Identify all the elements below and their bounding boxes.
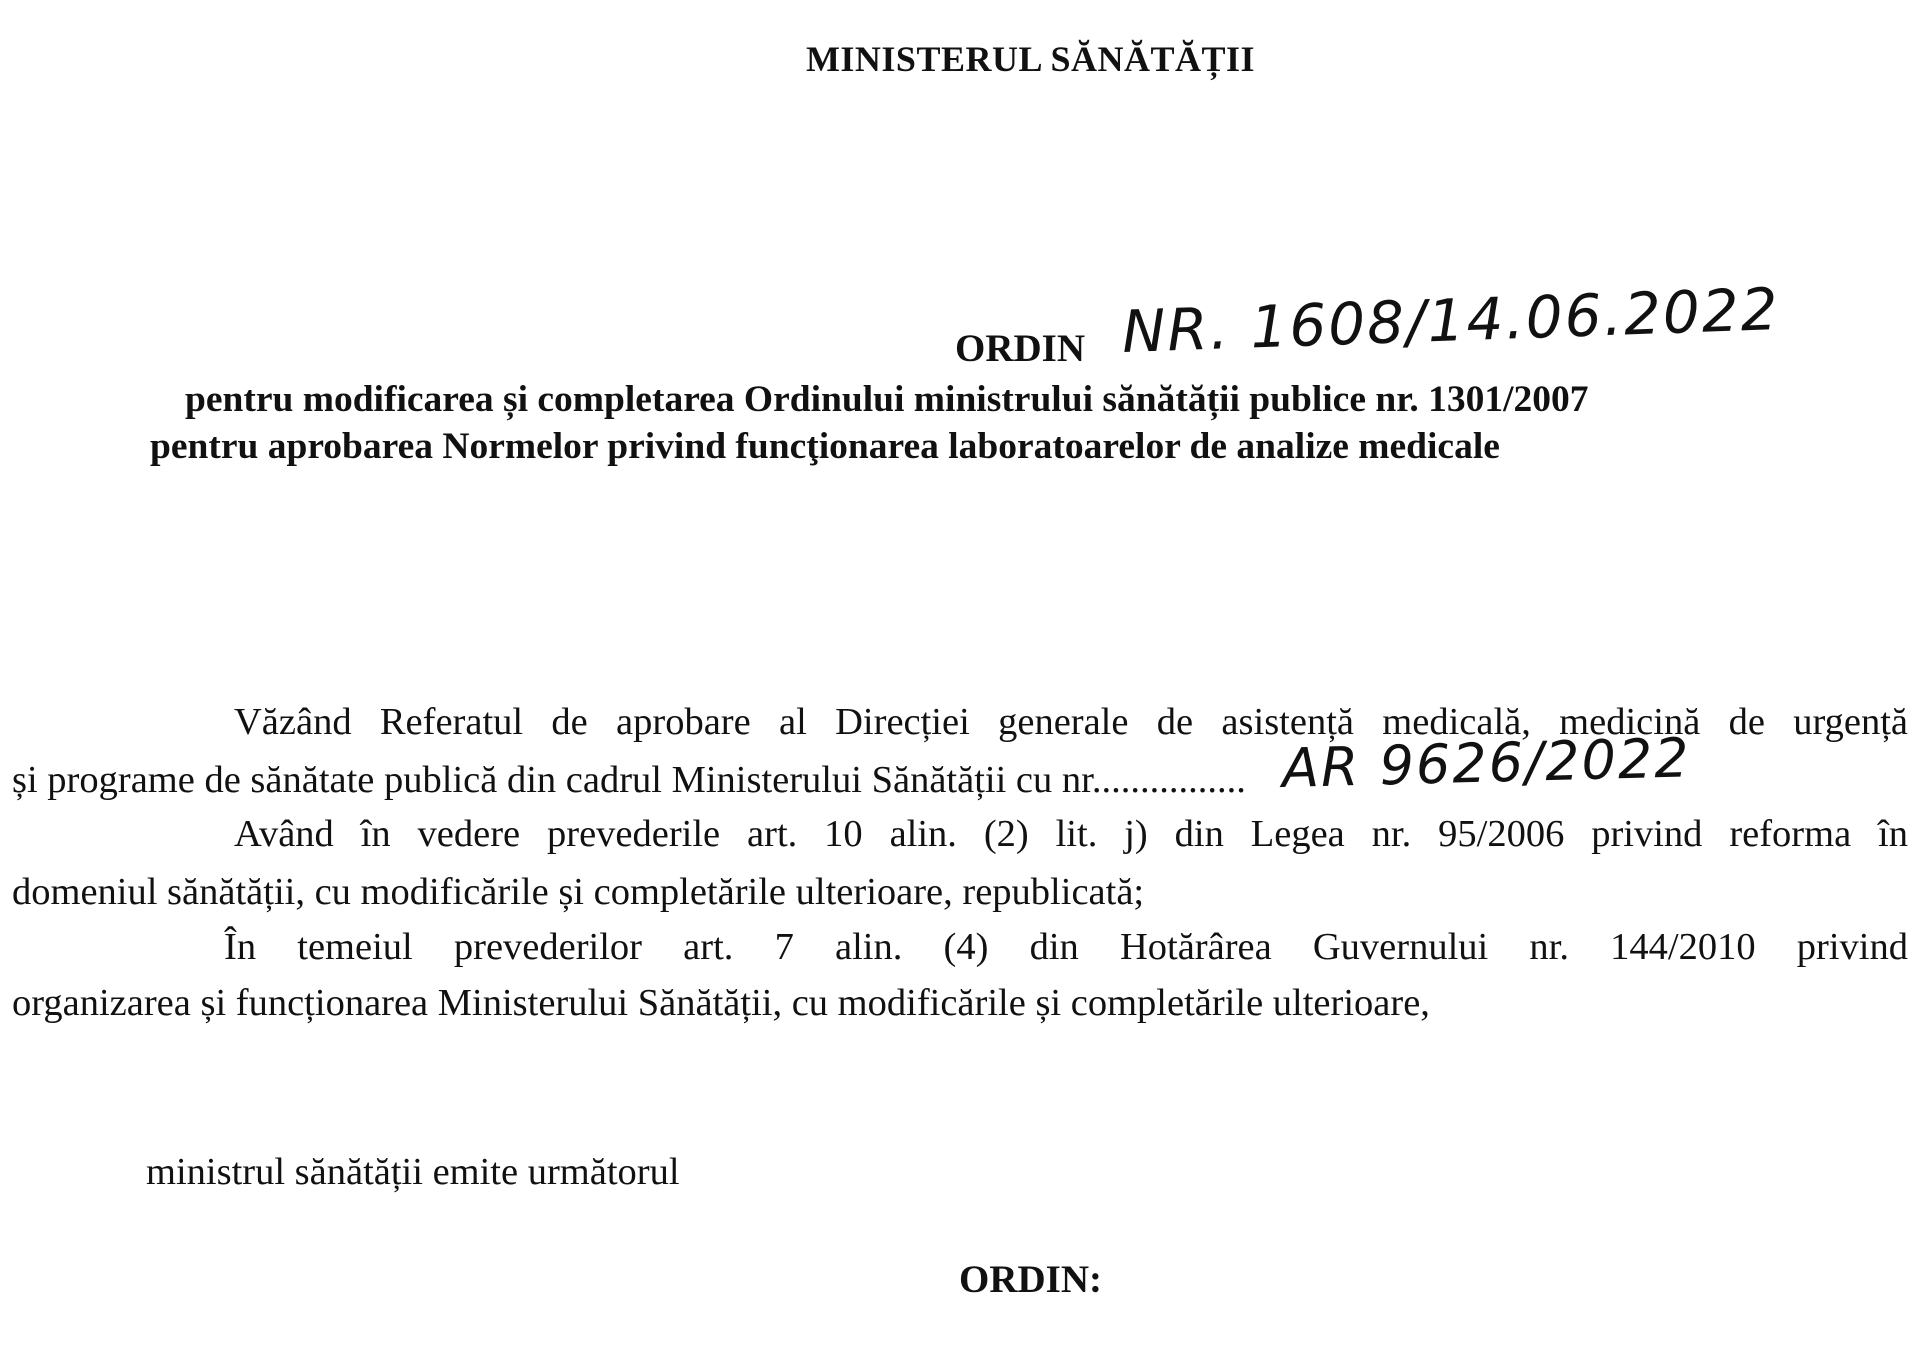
preamble-paragraph-2-line-1: Având în vedere prevederile art. 10 alin. (2) lit. j) din Legea nr. 95/2006 privind reforma în <box>234 813 1908 855</box>
preamble-paragraph-1-dots: ............... <box>1101 759 1246 801</box>
order-title: ORDIN <box>955 327 1086 370</box>
handwritten-referral-number: AR 9626/2022 <box>1281 726 1692 800</box>
handwritten-order-number: NR. 1608/14.06.2022 <box>1120 275 1781 366</box>
ministry-header: MINISTERUL SĂNĂTĂȚII <box>805 39 1256 79</box>
preamble-paragraph-1-line-1: Văzând Referatul de aprobare al Direcției generale de asistență medicală, medicină de urgență <box>234 701 1908 743</box>
order-heading: ORDIN: <box>959 1258 1102 1301</box>
preamble-paragraph-2-line-2: domeniul sănătății, cu modificările și completările ulterioare, republicată; <box>12 871 1145 913</box>
preamble-paragraph-1-text: și programe de sănătate publică din cadrul Ministerului Sănătății cu nr. <box>12 759 1102 801</box>
preamble-paragraph-3-line-1: În temeiul prevederilor art. 7 alin. (4) din Hotărârea Guvernului nr. 144/2010 privind <box>224 926 1908 968</box>
issuer-line: ministrul sănătății emite următorul <box>146 1151 680 1193</box>
order-subtitle-line-1: pentru modificarea și completarea Ordinului ministrului sănătății publice nr. 1301/2007 <box>185 379 1589 420</box>
order-subtitle-line-2: pentru aprobarea Normelor privind funcţionarea laboratoarelor de analize medicale <box>150 426 1500 467</box>
preamble-paragraph-3-line-2: organizarea și funcționarea Ministerului Sănătății, cu modificările și completările ulterioare, <box>12 982 1430 1024</box>
